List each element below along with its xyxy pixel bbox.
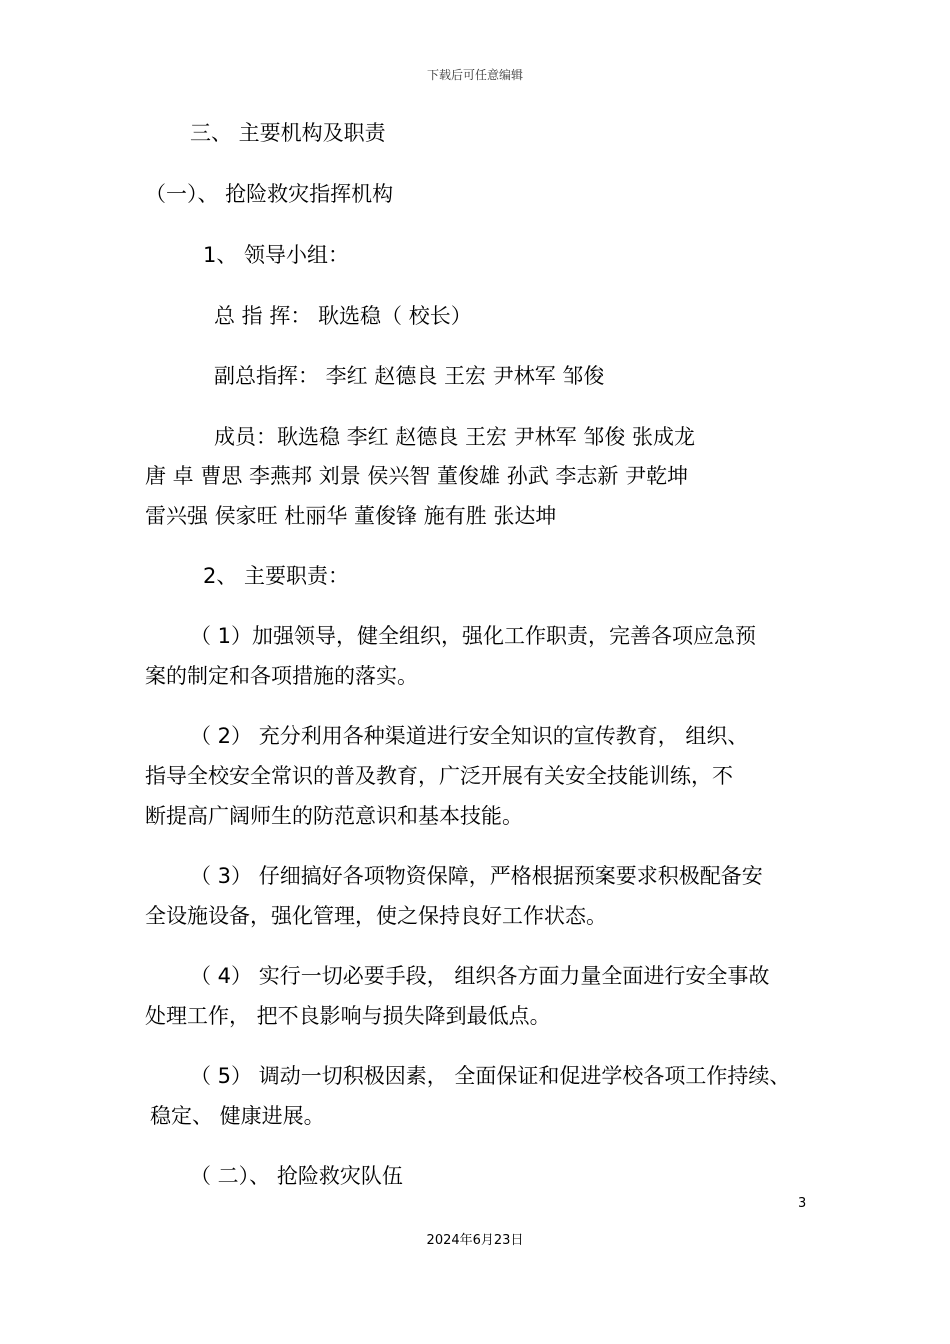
duty-paragraph-line: 案的制定和各项措施的落实。: [145, 664, 418, 688]
duty-paragraph-line: （ 1）加强领导，健全组织，强化工作职责，完善各项应急预: [190, 624, 757, 648]
page-number: 3: [798, 1196, 807, 1211]
members-line: 雷兴强 侯家旺 杜丽华 董俊锋 施有胜 张达坤: [145, 504, 557, 528]
subsection-heading: （ 二）、 抢险救灾队伍: [190, 1164, 403, 1188]
page-date: 2024年6月23日: [426, 1233, 524, 1248]
commander-line: 总 指 挥： 耿选稳（ 校长）: [214, 304, 472, 328]
duty-paragraph-line: 指导全校安全常识的普及教育，广泛开展有关安全技能训练，不: [145, 764, 733, 788]
section-heading: 三、 主要机构及职责: [190, 121, 386, 145]
duty-paragraph-line: 全设施设备，强化管理，使之保持良好工作状态。: [145, 904, 607, 928]
duty-paragraph-line: 稳定、 健康进展。: [150, 1104, 325, 1128]
duty-paragraph-line: 断提高广阔师生的防范意识和基本技能。: [145, 804, 523, 828]
duty-paragraph-line: （ 2） 充分利用各种渠道进行安全知识的宣传教育， 组织、: [190, 724, 749, 748]
item-heading: 2、 主要职责：: [203, 564, 350, 588]
item-heading: 1、 领导小组：: [203, 243, 350, 267]
duty-paragraph-line: 处理工作， 把不良影响与损失降到最低点。: [145, 1004, 551, 1028]
duty-paragraph-line: （ 3） 仔细搞好各项物资保障，严格根据预案要求积极配备安: [190, 864, 763, 888]
page-header: 下载后可任意编辑: [426, 68, 523, 82]
deputy-line: 副总指挥： 李红 赵德良 王宏 尹林军 邹俊: [214, 364, 605, 388]
members-line: 唐 卓 曹思 李燕邦 刘景 侯兴智 董俊雄 孙武 李志新 尹乾坤: [145, 464, 689, 488]
subsection-heading: （一）、 抢险救灾指挥机构: [145, 182, 394, 206]
members-line: 成员：耿选稳 李红 赵德良 王宏 尹林军 邹俊 张成龙: [214, 425, 696, 449]
duty-paragraph-line: （ 5） 调动一切积极因素， 全面保证和促进学校各项工作持续、: [190, 1064, 791, 1088]
duty-paragraph-line: （ 4） 实行一切必要手段， 组织各方面力量全面进行安全事故: [190, 964, 770, 988]
